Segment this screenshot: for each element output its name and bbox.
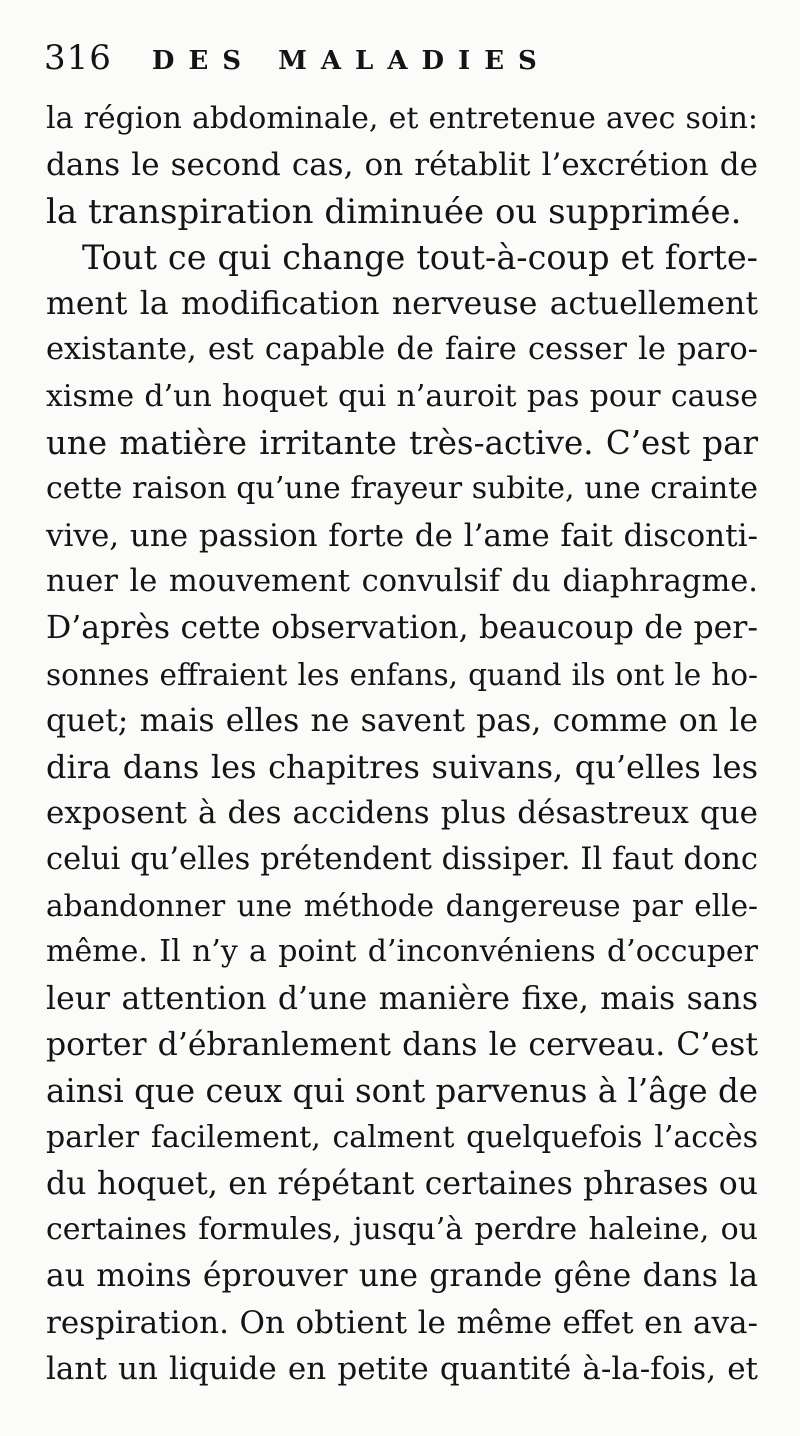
- text-line: ment la modification nerveuse actuellement: [46, 286, 758, 323]
- text-line: celui qu’elles prétendent dissiper. Il faut donc: [46, 841, 758, 877]
- text-line: sonnes effraient les enfans, quand ils ont le ho-: [46, 657, 758, 692]
- text-line: parler facilement, calment quelquefois l’accès: [46, 1119, 758, 1155]
- text-line: abandonner une méthode dangereuse par elle-: [46, 889, 758, 924]
- page-header: [44, 38, 764, 82]
- text-line: existante, est capable de faire cesser le paro-: [46, 332, 758, 368]
- text-line: xisme d’un hoquet qui n’auroit pas pour cause: [46, 378, 758, 414]
- text-line: au moins éprouver une grande gêne dans la: [46, 1258, 758, 1295]
- text-line: certaines formules, jusqu’à perdre haleine, ou: [46, 1212, 758, 1248]
- text-line: nuer le mouvement convulsif du diaphragme.: [46, 563, 758, 599]
- text-line: vive, une passion forte de l’ame fait disconti-: [46, 517, 758, 554]
- page-number: 316: [44, 38, 112, 78]
- text-line: quet; mais elles ne savent pas, comme on le: [46, 702, 758, 739]
- text-line: lant un liquide en petite quantité à-la-fois, et: [46, 1351, 758, 1388]
- text-line: leur attention d’une manière fixe, mais sans: [46, 980, 758, 1017]
- text-line: cette raison qu’une frayeur subite, une crainte: [46, 471, 758, 507]
- text-line: la transpiration diminuée ou supprimée.: [46, 191, 742, 232]
- text-line: du hoquet, en répétant certaines phrases ou: [46, 1165, 758, 1202]
- text-line: D’après cette observation, beaucoup de per-: [46, 610, 758, 647]
- text-line: porter d’ébranlement dans le cerveau. C’est: [46, 1026, 758, 1063]
- text-line: respiration. On obtient le même effet en ava-: [46, 1304, 758, 1341]
- text-line: exposent à des accidens plus désastreux que: [46, 795, 758, 832]
- text-line: dira dans les chapitres suivans, qu’elles les: [46, 748, 758, 787]
- running-head: DES MALADIES: [151, 46, 551, 76]
- text-line: dans le second cas, on rétablit l’excrétion de: [46, 147, 758, 184]
- body-text: [46, 96, 758, 1392]
- text-line: une matière irritante très-active. C’est par: [46, 424, 758, 463]
- text-line: ainsi que ceux qui sont parvenus à l’âge de: [46, 1072, 758, 1111]
- text-line: même. Il n’y a point d’inconvéniens d’occuper: [46, 934, 758, 970]
- text-line: Tout ce qui change tout-à-coup et forte-: [82, 237, 758, 277]
- text-line: la région abdominale, et entretenue avec soin:: [46, 101, 758, 136]
